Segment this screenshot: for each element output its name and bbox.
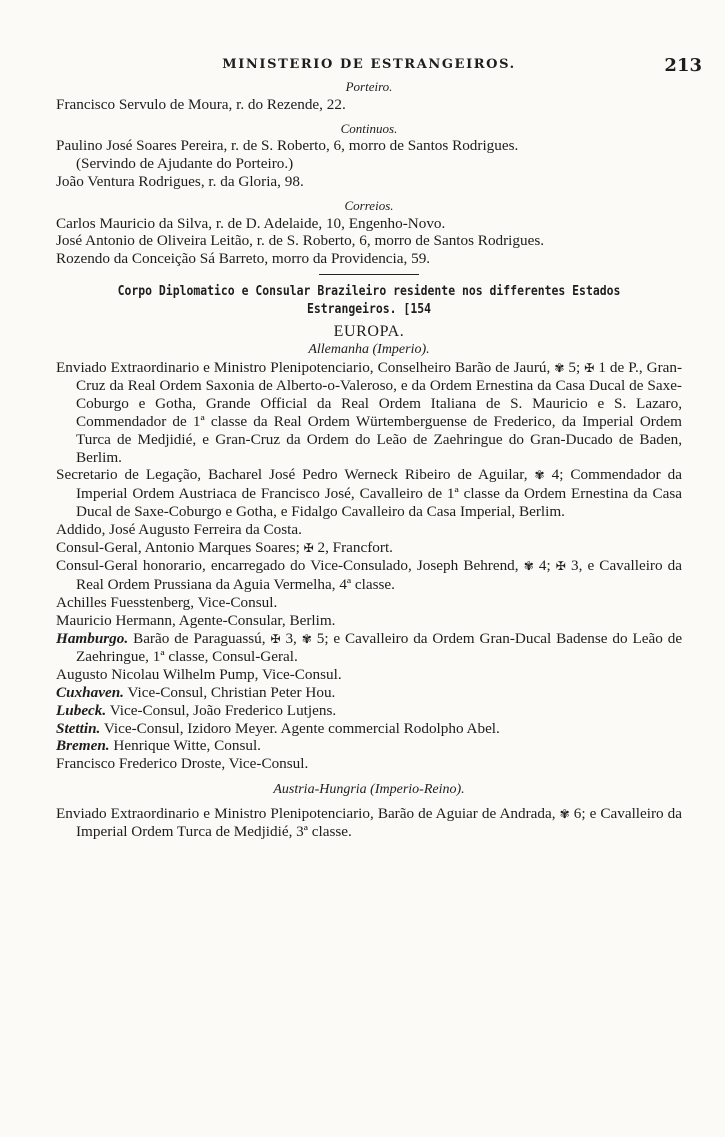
list-item: Hamburgo. Barão de Paraguassú, ✠ 3, ✾ 5; e Cavalleiro da Ordem Gran-Ducal Badense do Leão de Zaehringue, 1ª classe, Consul-Geral. <box>56 629 683 666</box>
list-item: Addido, José Augusto Ferreira da Costa. <box>56 520 302 538</box>
section-heading-continuos: Continuos. <box>340 120 398 136</box>
section-heading-correios: Correios. <box>344 197 394 213</box>
list-item: Secretario de Legação, Bacharel José Pedro Werneck Ribeiro de Aguilar, ✾ 4; Commendador da Imperial Ordem Austriaca de Francisco José, Cavalleiro de 1ª classe da Ordem Ernestina da Casa Ducal de Saxe-Coburgo e Gotha, e Fidalgo Cavalleiro da Casa Imperial, Berlim. <box>56 466 683 520</box>
country-heading-austria: Austria-Hungria (Imperio-Reino). <box>273 781 465 797</box>
rose-order-icon: ✾ <box>534 468 545 483</box>
list-item: Cuxhaven. Vice-Consul, Christian Peter Hou. <box>56 683 336 701</box>
page <box>56 55 702 841</box>
list-item: Lubeck. Vice-Consul, João Frederico Lutjens. <box>56 701 337 719</box>
list-item: Achilles Fuesstenberg, Vice-Consul. <box>56 593 278 611</box>
region-heading-europa: EUROPA. <box>333 322 405 340</box>
place-name: Lubeck. <box>56 701 107 719</box>
corpo-heading-line1: Corpo Diplomatico e Consular Brazileiro residente nos differentes Estados <box>117 283 621 299</box>
list-item: Enviado Extraordinario e Ministro Plenipotenciario, Barão de Aguiar de Andrada, ✾ 6; e Cavalleiro da Imperial Ordem Turca de Medjidié, 3ª classe. <box>56 804 683 841</box>
page-title: MINISTERIO DE ESTRANGEIROS. <box>222 57 516 72</box>
list-item: José Antonio de Oliveira Leitão, r. de S. Roberto, 6, morro de Santos Rodrigues. <box>56 232 545 250</box>
cross-order-icon: ✠ <box>555 559 566 574</box>
corpo-heading-line2: Estrangeiros. [154 <box>307 301 431 317</box>
page-number: 213 <box>664 55 702 76</box>
rose-order-icon: ✾ <box>523 559 534 574</box>
place-name: Cuxhaven. <box>56 683 124 701</box>
list-item: Augusto Nicolau Wilhelm Pump, Vice-Consul. <box>56 666 342 684</box>
divider <box>319 274 419 275</box>
list-item: Paulino José Soares Pereira, r. de S. Roberto, 6, morro de Santos Rodrigues. <box>56 137 519 155</box>
rose-order-icon: ✾ <box>301 631 312 646</box>
list-item: Rozendo da Conceição Sá Barreto, morro da Providencia, 59. <box>56 250 431 268</box>
country-heading-allemanha: Allemanha (Imperio). <box>308 341 430 357</box>
cross-order-icon: ✠ <box>303 540 314 555</box>
cross-order-icon: ✠ <box>584 360 595 375</box>
section-heading-porteiro: Porteiro. <box>345 79 393 94</box>
list-item: Consul-Geral honorario, encarregado do Vice-Consulado, Joseph Behrend, ✾ 4; ✠ 3, e Cavalleiro da Real Ordem Prussiana da Aguia Vermelha, 4ª classe. <box>56 557 683 594</box>
rose-order-icon: ✾ <box>554 360 565 375</box>
place-name: Stettin. <box>56 719 101 737</box>
rose-order-icon: ✾ <box>559 806 570 821</box>
list-item: Mauricio Hermann, Agente-Consular, Berlim. <box>56 611 336 629</box>
place-name: Hamburgo. <box>56 629 129 647</box>
list-item: Enviado Extraordinario e Ministro Plenipotenciario, Conselheiro Barão de Jaurú, ✾ 5; ✠ 1 de P., Gran-Cruz da Real Ordem Saxonia de Alberto-o-Valeroso, e da Ordem Ernestina da Casa Ducal de Saxe-Coburgo e Gotha, Grande Official da Real Ordem Italiana de S. Mauricio e S. Lazaro, Commendador de 1ª classe da Real Ordem Würtemberguense de Frederico, da Imperial Ordem Turca de Medjidié, e Gran-Cruz da Ordem do Leão de Zaehringue do Gran-Ducado de Baden, Berlim. <box>56 358 683 466</box>
list-item: Francisco Frederico Droste, Vice-Consul. <box>56 755 309 773</box>
cross-order-icon: ✠ <box>270 631 281 646</box>
list-item: João Ventura Rodrigues, r. da Gloria, 98. <box>56 172 304 190</box>
list-item: Stettin. Vice-Consul, Izidoro Meyer. Agente commercial Rodolpho Abel. <box>56 719 500 737</box>
list-item: Francisco Servulo de Moura, r. do Rezende, 22. <box>56 95 346 113</box>
list-item: Consul-Geral, Antonio Marques Soares; ✠ 2, Francfort. <box>56 538 393 556</box>
running-head <box>56 55 702 78</box>
place-name: Bremen. <box>56 737 110 755</box>
list-item: Carlos Mauricio da Silva, r. de D. Adelaide, 10, Engenho-Novo. <box>56 214 446 232</box>
list-item-note: (Servindo de Ajudante do Porteiro.) <box>76 155 294 173</box>
list-item: Bremen. Henrique Witte, Consul. <box>56 737 261 755</box>
